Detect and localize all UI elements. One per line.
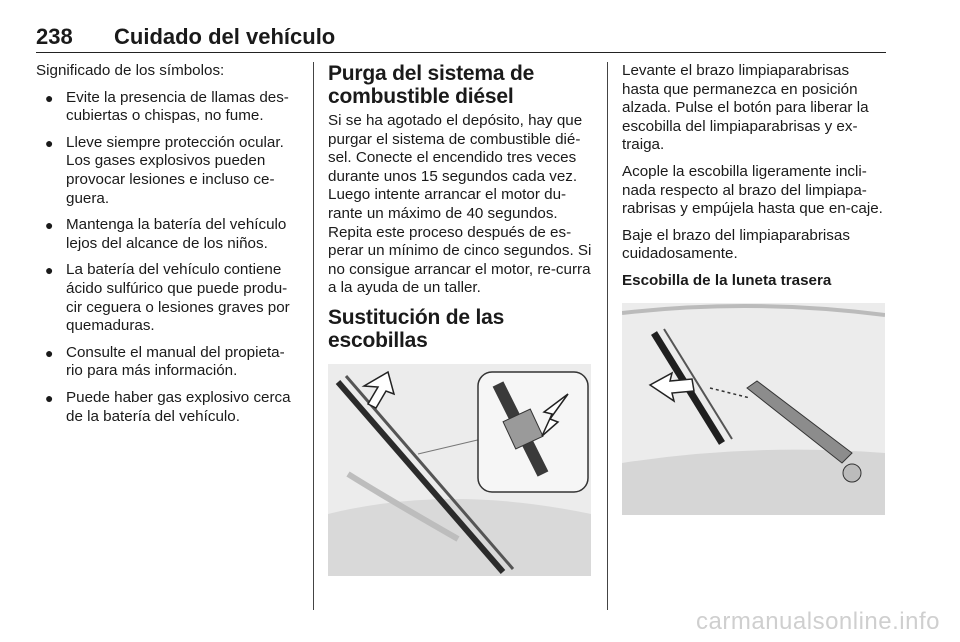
bullet-icon: ● — [45, 344, 54, 361]
column-right — [622, 62, 886, 515]
section-heading-wiper-replacement: Sustitución de las escobillas — [328, 305, 505, 352]
list-item — [36, 389, 298, 426]
list-item-text: La batería del vehículo contiene ácido sulfúrico que puede produ-cir ceguera o lesiones graves por quemaduras. — [66, 261, 290, 335]
rear-wiper-illustration — [622, 303, 885, 515]
bullet-icon: ● — [45, 134, 54, 151]
page-number: 238 — [36, 24, 73, 49]
list-item-text: Puede haber gas explosivo cerca de la batería del vehículo. — [66, 388, 291, 425]
diesel-purge-text: Si se ha agotado el depósito, hay que purgar el sistema de combustible dié-sel. Conecte el encendido tres veces durante unos 15 segundos cada vez. Luego intente arrancar el motor du-rante un máximo de 40 segundos. Repita este proceso después de es-perar un mínimo de cinco segundos. Si no consigue arrancar el motor, re-curra a la ayuda de un taller. — [328, 112, 592, 297]
list-item — [36, 216, 298, 253]
list-item — [36, 134, 298, 208]
chapter-title: Cuidado del vehículo — [114, 24, 336, 49]
list-item — [36, 344, 298, 381]
rear-wiper-drawing — [622, 303, 885, 515]
wiper-step-3: Baje el brazo del limpiaparabrisas cuidadosamente. — [622, 226, 850, 263]
wiper-step-1: Levante el brazo limpiaparabrisas hasta que permanezca en posición alzada. Pulse el botón para liberar la escobilla del limpiaparabrisas y ex-traiga. — [622, 62, 869, 154]
wiper-step-2: Acople la escobilla ligeramente incli-nada respecto al brazo del limpiapa-rabrisas y empújela hasta que en-caje. — [622, 162, 883, 218]
symbols-intro: Significado de los símbolos: — [36, 62, 225, 79]
column-divider-1 — [313, 62, 314, 610]
symbols-list — [36, 89, 298, 427]
list-item — [36, 89, 298, 126]
list-item-text: Consulte el manual del propieta-rio para más información. — [66, 343, 285, 380]
list-item-text: Lleve siempre protección ocular. Los gases explosivos pueden provocar lesiones e incluso ce-guera. — [66, 133, 284, 207]
list-item-text: Evite la presencia de llamas des-cubiertas o chispas, no fume. — [66, 88, 289, 125]
watermark-text: carmanualsonline.info — [696, 608, 940, 635]
bullet-icon: ● — [45, 389, 54, 406]
windshield-wiper-drawing — [328, 364, 591, 576]
bullet-icon: ● — [45, 217, 54, 234]
list-item — [36, 261, 298, 335]
bullet-icon: ● — [45, 262, 54, 279]
windshield-wiper-illustration — [328, 364, 591, 576]
bullet-icon: ● — [45, 89, 54, 106]
subsection-heading-rear-wiper: Escobilla de la luneta trasera — [622, 271, 832, 289]
column-left — [36, 62, 298, 434]
column-divider-2 — [607, 62, 608, 610]
section-heading-diesel-purge: Purga del sistema de combustible diésel — [328, 62, 535, 108]
page-header — [36, 24, 886, 53]
list-item-text: Mantenga la batería del vehículo lejos del alcance de los niños. — [66, 216, 287, 252]
column-middle — [328, 62, 593, 576]
